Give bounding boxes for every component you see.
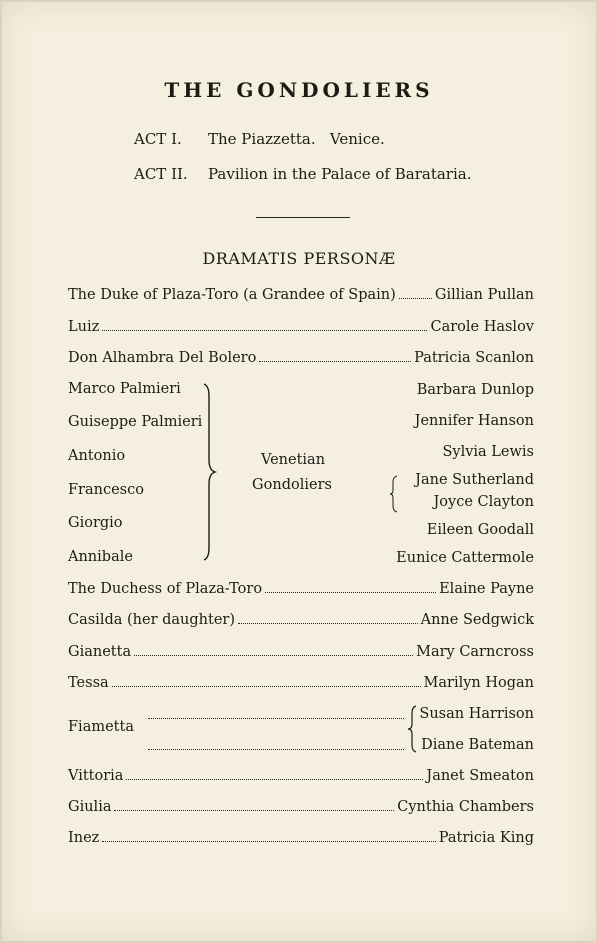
cast-actor: Cynthia Chambers: [397, 799, 534, 815]
act-2-line: [134, 165, 471, 183]
cast-row: [68, 287, 534, 303]
leader-dots: [238, 623, 418, 624]
cast-role: Giulia: [68, 799, 112, 815]
fiametta-role: Fiametta: [68, 719, 134, 735]
cast-actor: Patricia King: [438, 830, 534, 846]
gondolier-role: Francesco: [68, 482, 144, 498]
programme-title: THE GONDOLIERS: [164, 78, 434, 102]
cast-row: [68, 644, 534, 660]
cast-role: Don Alhambra Del Bolero: [68, 350, 257, 366]
gondolier-role: Marco Palmieri: [68, 381, 181, 397]
leader-dots: [265, 592, 436, 593]
gondolier-actor: Eileen Goodall: [426, 522, 534, 538]
group-label-venetian: Venetian: [260, 452, 326, 468]
act-2-setting: Pavilion in the Palace of Barataria.: [208, 165, 472, 183]
divider-rule: [256, 217, 350, 218]
cast-row: [68, 350, 534, 366]
gondoliers-brace: [200, 382, 218, 562]
act-1-setting: The Piazzetta. Venice.: [208, 130, 385, 148]
cast-row: [68, 581, 534, 597]
cast-actor: Patricia Scanlon: [414, 350, 534, 366]
gondolier-actor: Joyce Clayton: [433, 494, 534, 510]
fiametta-brace: [406, 704, 420, 754]
fiametta-actor: Susan Harrison: [419, 706, 534, 722]
cast-role: Inez: [68, 830, 100, 846]
gondolier-actor: Barbara Dunlop: [416, 382, 534, 398]
cast-role: Gianetta: [68, 644, 132, 660]
cast-actor: Mary Carncross: [416, 644, 534, 660]
leader-dots: [399, 298, 432, 299]
leader-dots: [134, 655, 413, 656]
cast-row: [68, 799, 534, 815]
fiametta-actor: Diane Bateman: [421, 737, 534, 753]
gondolier-actor: Jane Sutherland: [415, 472, 534, 488]
dramatis-personae-heading: DRAMATIS PERSONÆ: [202, 249, 396, 268]
cast-row: [68, 319, 534, 335]
gondolier-role: Giorgio: [68, 515, 123, 531]
cast-role: Tessa: [68, 675, 109, 691]
cast-actor: Janet Smeaton: [426, 768, 534, 784]
group-label-gondoliers: Gondoliers: [252, 477, 332, 493]
cast-actor: Marilyn Hogan: [423, 675, 534, 691]
cast-role: The Duke of Plaza-Toro (a Grandee of Spain): [68, 287, 396, 303]
gondolier-actor: Jennifer Hanson: [414, 413, 534, 429]
cast-actor: Elaine Payne: [439, 581, 534, 597]
leader-dots: [148, 749, 404, 750]
leader-dots: [112, 686, 421, 687]
cast-actor: Gillian Pullan: [434, 287, 534, 303]
gondolier-actor: Sylvia Lewis: [442, 444, 534, 460]
act-1-line: [134, 130, 385, 148]
pair-brace: [389, 474, 399, 514]
gondolier-role: Antonio: [68, 448, 126, 464]
cast-role: The Duchess of Plaza-Toro: [68, 581, 263, 597]
act-2-number: ACT II.: [134, 165, 188, 183]
cast-role: Casilda (her daughter): [68, 612, 235, 628]
cast-actor: Carole Haslov: [430, 319, 534, 335]
act-1-number: ACT I.: [134, 130, 182, 148]
leader-dots: [148, 718, 404, 719]
leader-dots: [114, 810, 394, 811]
cast-row: [68, 612, 534, 628]
cast-row: [68, 768, 534, 784]
cast-row: [68, 675, 534, 691]
gondolier-role: Annibale: [68, 549, 133, 565]
leader-dots: [102, 330, 427, 331]
leader-dots: [126, 779, 423, 780]
leader-dots: [259, 361, 411, 362]
gondolier-role: Guiseppe Palmieri: [68, 414, 203, 430]
gondolier-actor: Eunice Cattermole: [396, 550, 534, 566]
cast-role: Vittoria: [68, 768, 124, 784]
cast-actor: Anne Sedgwick: [420, 612, 534, 628]
cast-role: Luiz: [68, 319, 100, 335]
leader-dots: [102, 841, 435, 842]
cast-row: [68, 830, 534, 846]
